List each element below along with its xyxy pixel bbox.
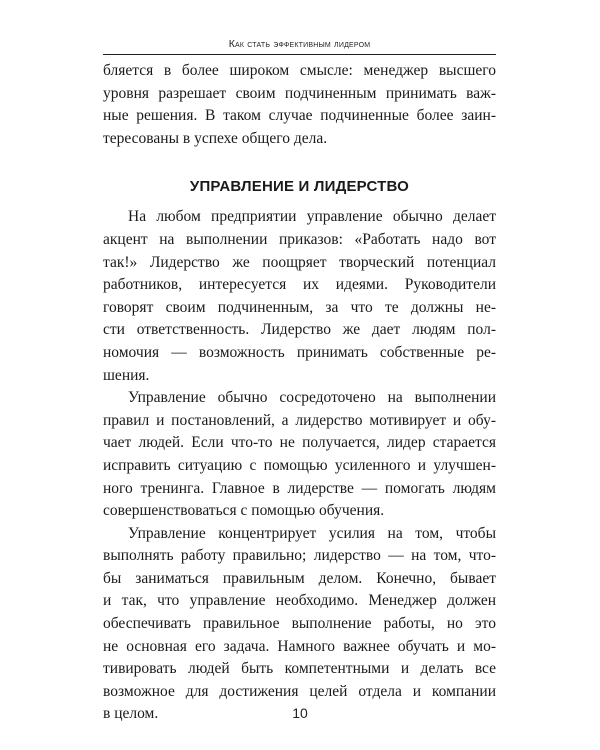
paragraph-2 — [103, 387, 496, 523]
text-line: Управление концентрирует усилия на том, чтобы — [128, 524, 496, 542]
text-line: и так, что управление необходимо. Менеджер должен — [103, 592, 496, 610]
text-line: говорят своим подчиненным, за что те должны не- — [103, 298, 496, 316]
text-line: номочия — возможность принимать собственные ре- — [103, 343, 496, 361]
text-line: работников, интересуется их идеями. Руководители — [103, 276, 496, 294]
intro-paragraph — [103, 60, 496, 150]
text-line: выполнять работу правильно; лидерство — на том, что- — [103, 547, 496, 565]
text-line: тивировать людей быть компетентными и делать все — [103, 660, 496, 678]
text-line: На любом предприятии управление обычно делает — [128, 208, 496, 226]
text-line: не основная его задача. Намного важнее обучать и мо- — [103, 637, 496, 655]
text-line: акцент на выполнении приказов: «Работать надо вот — [103, 230, 496, 248]
text-line: совершенствоваться с помощью обучения. — [103, 502, 385, 520]
text-line: так!» Лидерство же поощряет творческий потенциал — [103, 253, 496, 271]
page-body — [103, 60, 496, 726]
text-line: Управление обычно сосредоточено на выполнении — [128, 389, 496, 407]
text-line: правил и постановлений, а лидерство мотивирует и обу- — [103, 411, 496, 429]
text-line: возможное для достижения целей отдела и компании — [103, 682, 496, 700]
text-line: чает людей. Если что-то не получается, лидер старается — [103, 434, 496, 452]
text-line: уровня разрешает своим подчиненным принимать важ- — [103, 84, 496, 102]
header-rule — [103, 54, 496, 55]
text-line: исправить ситуацию с помощью усиленного и улучшен- — [103, 456, 496, 474]
text-line: ного тренинга. Главное в лидерстве — помогать людям — [103, 479, 496, 497]
text-line: бы заниматься правильным делом. Конечно, бывает — [103, 569, 496, 587]
text-line: бляется в более широком смысле: менеджер высшего — [103, 62, 496, 79]
text-line: в целом. — [103, 705, 159, 723]
text-line: шения. — [103, 366, 150, 384]
section-heading: УПРАВЛЕНИЕ И ЛИДЕРСТВО — [189, 178, 410, 196]
page-number: 10 — [292, 705, 308, 721]
text-line: тересованы в успехе общего дела. — [103, 129, 328, 147]
text-line: сти ответственность. Лидерство же дает людям пол- — [103, 321, 496, 339]
paragraph-3 — [103, 523, 496, 726]
text-line: ные решения. В таком случае подчиненные более заин- — [103, 107, 496, 125]
running-head: Как стать эффективным лидером — [228, 38, 371, 50]
paragraph-1 — [103, 206, 496, 387]
text-line: обеспечивать правильное выполнение работы, но это — [103, 615, 496, 633]
